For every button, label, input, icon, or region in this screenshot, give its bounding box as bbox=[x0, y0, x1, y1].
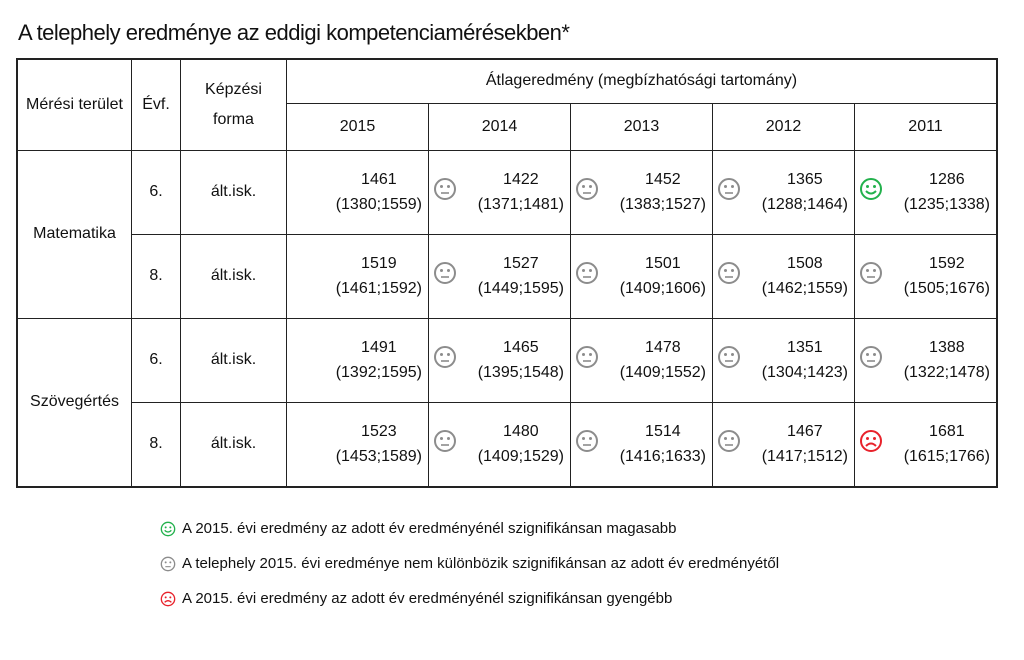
result-range: (1462;1559) bbox=[761, 279, 848, 297]
result-range: (1615;1766) bbox=[903, 447, 990, 465]
result-range: (1380;1559) bbox=[335, 195, 422, 213]
grade-cell: 8. bbox=[132, 402, 181, 487]
result-value-block bbox=[336, 335, 422, 385]
result-value-block bbox=[620, 335, 706, 385]
result-value: 1365 bbox=[787, 170, 823, 188]
neutral-face-icon bbox=[717, 429, 741, 453]
neutral-face-icon bbox=[575, 177, 599, 201]
neutral-face-icon bbox=[575, 345, 599, 369]
result-range: (1409;1552) bbox=[619, 363, 706, 381]
neutral-face-icon bbox=[433, 261, 457, 285]
grade-cell: 6. bbox=[132, 150, 181, 234]
result-value: 1508 bbox=[787, 254, 823, 272]
legend bbox=[160, 520, 779, 607]
result-value-block bbox=[762, 251, 848, 301]
result-value: 1478 bbox=[645, 338, 681, 356]
result-range: (1322;1478) bbox=[903, 363, 990, 381]
result-range: (1304;1423) bbox=[761, 363, 848, 381]
result-value-block bbox=[478, 419, 564, 469]
neutral-face-icon bbox=[717, 345, 741, 369]
result-range: (1461;1592) bbox=[335, 279, 422, 297]
result-cell bbox=[429, 150, 571, 234]
result-range: (1416;1633) bbox=[619, 447, 706, 465]
header-area: Mérési terület bbox=[17, 59, 132, 150]
result-range: (1409;1606) bbox=[619, 279, 706, 297]
page-title: A telephely eredménye az eddigi kompetenciamérésekben* bbox=[18, 20, 570, 45]
result-cell bbox=[713, 402, 855, 487]
header-year-2014: 2014 bbox=[429, 103, 571, 150]
result-value-block bbox=[762, 335, 848, 385]
result-value: 1519 bbox=[361, 254, 397, 272]
result-value-block bbox=[762, 167, 848, 217]
result-value: 1491 bbox=[361, 338, 397, 356]
neutral-face-icon bbox=[575, 345, 599, 369]
header-year-2011: 2011 bbox=[855, 103, 998, 150]
neutral-face-icon bbox=[575, 429, 599, 453]
legend-item bbox=[160, 520, 779, 537]
table-row bbox=[17, 150, 997, 234]
result-value-block bbox=[478, 167, 564, 217]
result-value-block bbox=[904, 167, 990, 217]
result-cell bbox=[287, 234, 429, 318]
result-cell bbox=[429, 402, 571, 487]
table-row bbox=[17, 318, 997, 402]
neutral-face-icon bbox=[433, 429, 457, 453]
neutral-face-icon bbox=[575, 429, 599, 453]
legend-text: A 2015. évi eredmény az adott év eredményénél szignifikánsan magasabb bbox=[182, 520, 677, 537]
result-value-block bbox=[620, 167, 706, 217]
result-value-block bbox=[478, 335, 564, 385]
result-range: (1505;1676) bbox=[903, 279, 990, 297]
result-value: 1523 bbox=[361, 422, 397, 440]
grade-cell: 8. bbox=[132, 234, 181, 318]
result-cell bbox=[429, 318, 571, 402]
neutral-face-icon bbox=[433, 345, 457, 369]
header-year-2012: 2012 bbox=[713, 103, 855, 150]
result-range: (1395;1548) bbox=[477, 363, 564, 381]
grade-cell: 6. bbox=[132, 318, 181, 402]
result-cell bbox=[571, 402, 713, 487]
result-cell bbox=[855, 402, 998, 487]
neutral-face-icon bbox=[859, 261, 883, 285]
result-cell bbox=[713, 318, 855, 402]
result-value: 1467 bbox=[787, 422, 823, 440]
neutral-face-icon bbox=[717, 177, 741, 201]
result-value-block bbox=[904, 419, 990, 469]
result-range: (1409;1529) bbox=[477, 447, 564, 465]
header-year-2013: 2013 bbox=[571, 103, 713, 150]
result-cell bbox=[287, 318, 429, 402]
result-cell bbox=[855, 318, 998, 402]
result-range: (1392;1595) bbox=[335, 363, 422, 381]
header-year-2015: 2015 bbox=[287, 103, 429, 150]
header-grade: Évf. bbox=[132, 59, 181, 150]
result-value-block bbox=[620, 419, 706, 469]
table-row bbox=[17, 234, 997, 318]
result-value: 1514 bbox=[645, 422, 681, 440]
result-value-block bbox=[620, 251, 706, 301]
result-cell bbox=[855, 234, 998, 318]
legend-item bbox=[160, 555, 779, 572]
result-cell bbox=[713, 234, 855, 318]
header-form bbox=[181, 59, 287, 150]
result-cell bbox=[287, 402, 429, 487]
results-table bbox=[16, 58, 998, 488]
form-cell: ált.isk. bbox=[181, 318, 287, 402]
result-cell bbox=[571, 150, 713, 234]
result-value: 1681 bbox=[929, 422, 965, 440]
result-cell bbox=[855, 150, 998, 234]
neutral-face-icon bbox=[717, 345, 741, 369]
neutral-face-icon bbox=[859, 345, 883, 369]
neutral-face-icon bbox=[575, 177, 599, 201]
result-cell bbox=[287, 150, 429, 234]
happy-face-icon bbox=[160, 521, 176, 537]
form-cell: ált.isk. bbox=[181, 150, 287, 234]
result-range: (1371;1481) bbox=[477, 195, 564, 213]
result-value: 1480 bbox=[503, 422, 539, 440]
result-range: (1449;1595) bbox=[477, 279, 564, 297]
neutral-face-icon bbox=[717, 261, 741, 285]
sad-face-icon bbox=[859, 429, 883, 453]
result-value: 1286 bbox=[929, 170, 965, 188]
legend-text: A telephely 2015. évi eredménye nem különbözik szignifikánsan az adott év eredményétől bbox=[182, 555, 780, 572]
happy-face-icon bbox=[859, 177, 883, 201]
result-range: (1417;1512) bbox=[761, 447, 848, 465]
result-value-block bbox=[904, 251, 990, 301]
result-range: (1288;1464) bbox=[761, 195, 848, 213]
result-cell bbox=[713, 150, 855, 234]
neutral-face-icon bbox=[717, 261, 741, 285]
neutral-face-icon bbox=[433, 261, 457, 285]
area-cell: Matematika bbox=[17, 150, 132, 318]
table-row bbox=[17, 402, 997, 487]
header-group: Átlageredmény (megbízhatósági tartomány) bbox=[287, 59, 998, 103]
result-value: 1465 bbox=[503, 338, 539, 356]
result-value-block bbox=[904, 335, 990, 385]
table-body bbox=[17, 150, 997, 487]
happy-face-icon bbox=[859, 177, 883, 201]
result-value: 1501 bbox=[645, 254, 681, 272]
result-value: 1452 bbox=[645, 170, 681, 188]
result-value-block bbox=[762, 419, 848, 469]
area-cell: Szövegértés bbox=[17, 318, 132, 487]
result-value: 1461 bbox=[361, 170, 397, 188]
neutral-face-icon bbox=[859, 261, 883, 285]
header-form-label: Képzési forma bbox=[205, 80, 262, 128]
neutral-face-icon bbox=[717, 177, 741, 201]
neutral-face-icon bbox=[859, 345, 883, 369]
result-cell bbox=[571, 234, 713, 318]
sad-face-icon bbox=[160, 591, 176, 607]
result-cell bbox=[571, 318, 713, 402]
neutral-face-icon bbox=[433, 429, 457, 453]
legend-item bbox=[160, 590, 779, 607]
neutral-face-icon bbox=[717, 429, 741, 453]
neutral-face-icon bbox=[160, 556, 176, 572]
neutral-face-icon bbox=[433, 345, 457, 369]
form-cell: ált.isk. bbox=[181, 402, 287, 487]
result-cell bbox=[429, 234, 571, 318]
sad-face-icon bbox=[859, 429, 883, 453]
result-value-block bbox=[336, 419, 422, 469]
result-value: 1592 bbox=[929, 254, 965, 272]
result-value: 1422 bbox=[503, 170, 539, 188]
result-range: (1235;1338) bbox=[903, 195, 990, 213]
result-value: 1388 bbox=[929, 338, 965, 356]
result-value-block bbox=[478, 251, 564, 301]
result-value-block bbox=[336, 251, 422, 301]
result-range: (1453;1589) bbox=[335, 447, 422, 465]
neutral-face-icon bbox=[575, 261, 599, 285]
result-value: 1527 bbox=[503, 254, 539, 272]
form-cell: ált.isk. bbox=[181, 234, 287, 318]
legend-text: A 2015. évi eredmény az adott év eredményénél szignifikánsan gyengébb bbox=[182, 590, 673, 607]
result-value-block bbox=[336, 167, 422, 217]
result-range: (1383;1527) bbox=[619, 195, 706, 213]
neutral-face-icon bbox=[433, 177, 457, 201]
result-value: 1351 bbox=[787, 338, 823, 356]
neutral-face-icon bbox=[575, 261, 599, 285]
neutral-face-icon bbox=[433, 177, 457, 201]
